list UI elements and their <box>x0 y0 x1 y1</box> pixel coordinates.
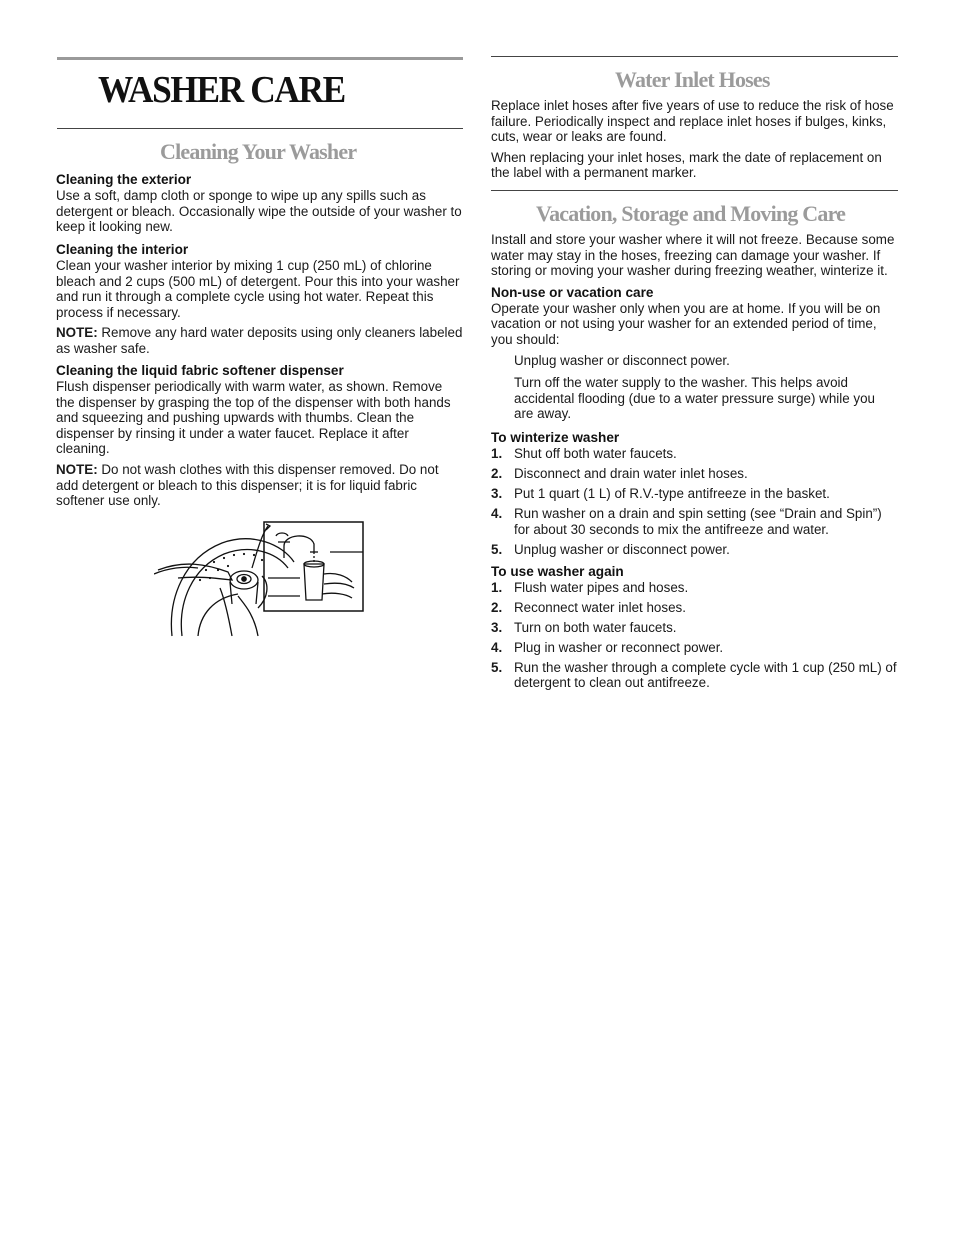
text-cleaning-softener: Flush dispenser periodically with warm water, as shown. Remove the dispenser by grasping the top of the dispenser with both hands and squeezing and pushing upwards with thumbs. Clean the dispenser by rinsing it under a water faucet. Replace it after cleaning. <box>56 379 451 457</box>
nonuse-item: Unplug washer or disconnect power. <box>514 352 730 368</box>
list-item: 4. Run washer on a drain and spin setting (see “Drain and Spin”) for about 30 seconds to mix the antifreeze and water. <box>491 506 882 537</box>
note-label: NOTE: <box>56 461 98 477</box>
note-text: Do not wash clothes with this dispenser removed. Do not add detergent or bleach to this dispenser; it is for liquid fabric softener use only. <box>56 461 439 509</box>
list-item: 1. Shut off both water faucets. <box>491 445 677 461</box>
list-item: 2. Disconnect and drain water inlet hoses. <box>491 466 748 482</box>
heading-cleaning-exterior: Cleaning the exterior <box>56 172 192 187</box>
text-cleaning-interior: Clean your washer interior by mixing 1 cup (250 mL) of chlorine bleach and 2 cups (500 mL) of detergent. Pour this into your washer and run it through a complete cycle using hot water. Repeat this process if necessary. <box>56 258 460 320</box>
section-title-hoses: Water Inlet Hoses <box>615 67 770 92</box>
text-nonuse: Operate your washer only when you are at home. If you will be on vacation or not using your washer for an extended period of time, you should: <box>491 300 881 347</box>
nonuse-item: Turn off the water supply to the washer. This helps avoid accidental flooding (due to a water pressure surge) while you are away. <box>514 375 876 422</box>
list-item: 5. Unplug washer or disconnect power. <box>491 541 730 557</box>
text-cleaning-exterior: Use a soft, damp cloth or sponge to wipe up any spills such as detergent or bleach. Occasionally wipe the outside of your washer to keep it looking new. <box>56 188 462 235</box>
section-title-vacation: Vacation, Storage and Moving Care <box>536 201 846 226</box>
heading-cleaning-softener: Cleaning the liquid fabric softener dispenser <box>56 363 344 378</box>
use-again-steps <box>491 580 898 692</box>
heading-winterize: To winterize washer <box>491 429 620 445</box>
list-item: 1. Flush water pipes and hoses. <box>491 579 689 595</box>
heading-use-again: To use washer again <box>491 563 624 579</box>
dispenser-cleaning-illustration <box>154 518 366 640</box>
vacation-body <box>491 232 898 691</box>
list-item: 5. Run the washer through a complete cycle with 1 cup (250 mL) of detergent to clean out antifreeze. <box>491 659 897 691</box>
cleaning-exterior <box>56 171 463 235</box>
heading-cleaning-interior: Cleaning the interior <box>56 242 189 257</box>
list-item: 2. Reconnect water inlet hoses. <box>491 599 686 615</box>
cleaning-softener <box>56 362 463 509</box>
section-rule-cleaning <box>57 128 463 129</box>
heading-nonuse: Non-use or vacation care <box>491 284 654 300</box>
note-text: Remove any hard water deposits using only cleaners labeled as washer safe. <box>56 325 463 356</box>
list-item: 3. Turn on both water faucets. <box>491 619 677 635</box>
vacation-intro: Install and store your washer where it will not freeze. Because some water may stay in the hoses, freezing can damage your washer. If storing or moving your washer during freezing weather, winterize it. <box>491 232 895 279</box>
page-title: WASHER CARE <box>98 69 345 111</box>
hoses-body <box>491 98 898 181</box>
list-item: 3. Put 1 quart (1 L) of R.V.-type antifreeze in the basket. <box>491 486 830 502</box>
winterize-steps <box>491 446 898 558</box>
hoses-paragraph-2: When replacing your inlet hoses, mark the date of replacement on the label with a permanent marker. <box>491 149 882 181</box>
note-label: NOTE: <box>56 325 98 341</box>
list-item: 4. Plug in washer or reconnect power. <box>491 639 724 655</box>
note-cleaning-softener <box>56 462 463 509</box>
section-rule-hoses <box>491 56 898 57</box>
section-title-cleaning: Cleaning Your Washer <box>160 139 357 164</box>
cleaning-interior <box>56 241 463 357</box>
top-rule-left <box>57 57 463 60</box>
section-rule-vacation <box>491 190 898 191</box>
note-cleaning-interior <box>56 325 463 356</box>
hoses-paragraph-1: Replace inlet hoses after five years of use to reduce the risk of hose failure. Periodically inspect and replace inlet hoses if bulges, kinks, cuts, wear or leaks are found. <box>491 98 894 145</box>
